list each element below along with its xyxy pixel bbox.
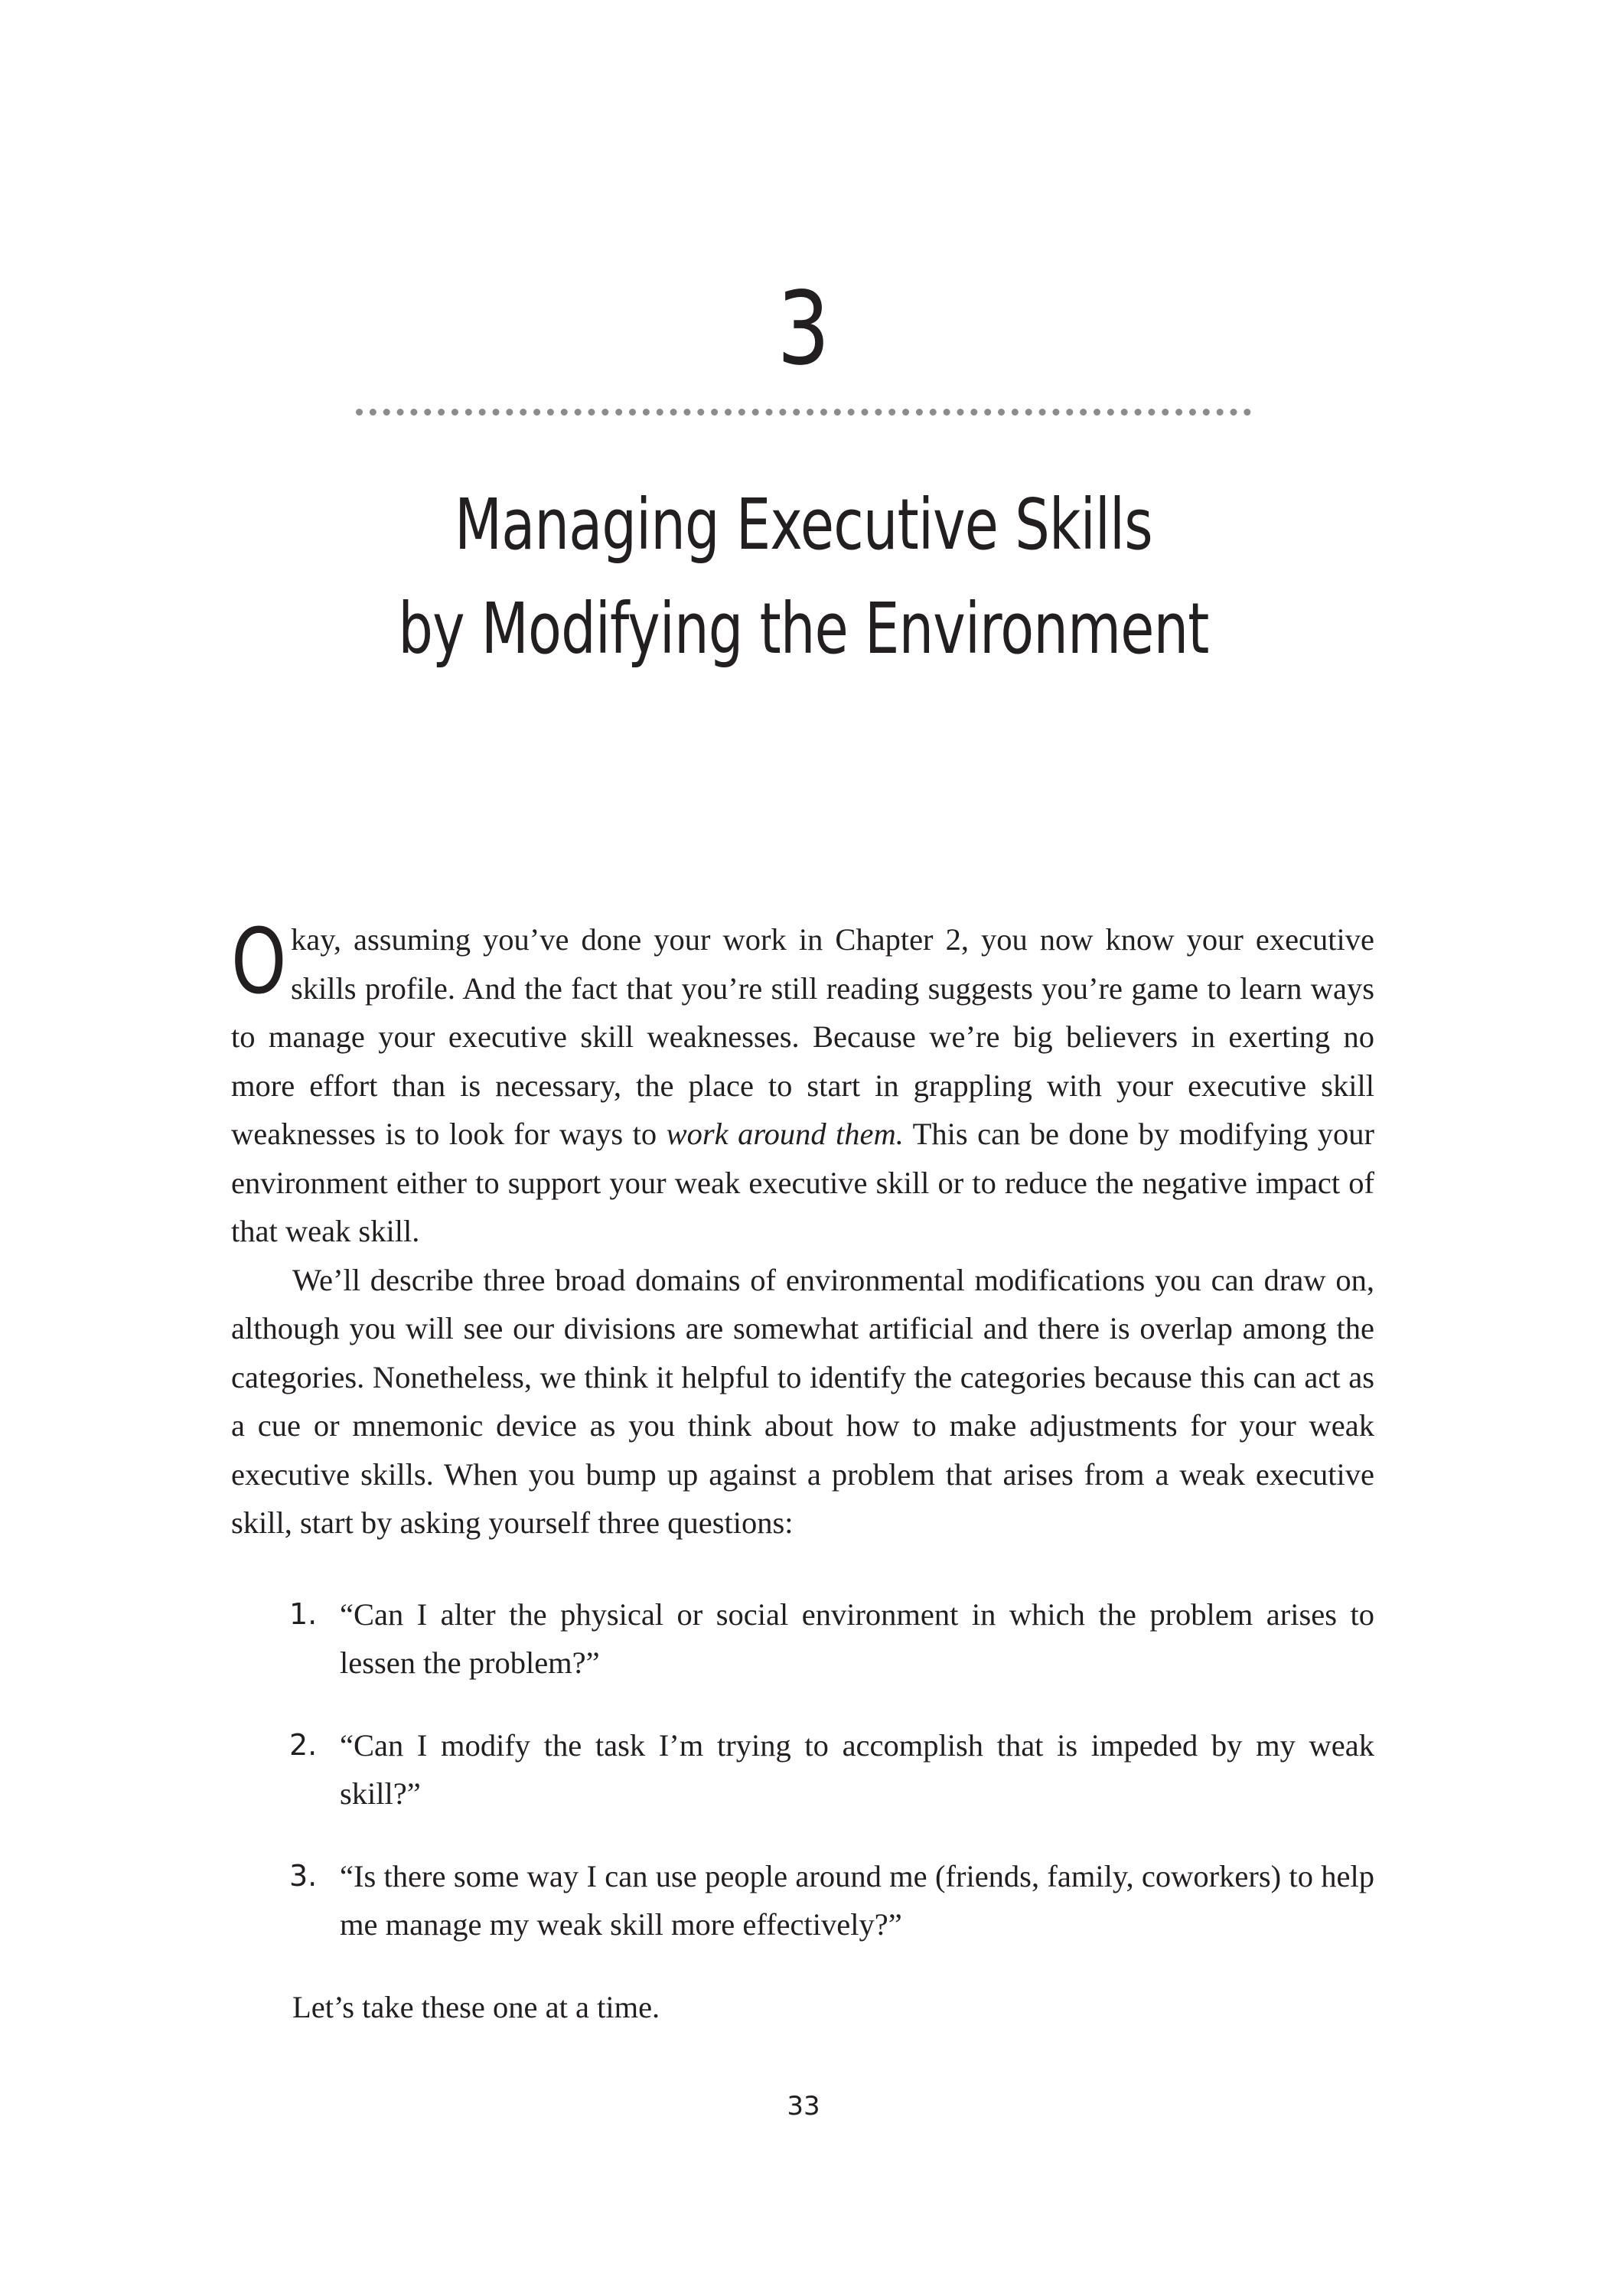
opening-paragraph <box>231 908 1375 1256</box>
opening-emphasis: work around them. <box>666 1117 904 1151</box>
chapter-number: 3 <box>777 270 830 388</box>
chapter-title-line-1: Managing Executive Skills <box>455 484 1152 566</box>
chapter-title <box>0 473 1607 681</box>
list-item-text: “Can I modify the task I’m trying to accomplish that is impeded by my weak skill?” <box>340 1727 1374 1811</box>
page-number: 33 <box>787 2091 820 2122</box>
list-item-text: “Can I alter the physical or social environment in which the problem arises to lessen the problem?” <box>340 1596 1374 1680</box>
drop-cap: O <box>231 908 287 1014</box>
body-text <box>231 908 1375 2031</box>
list-item <box>231 1852 1374 1949</box>
list-item-number: 3. <box>289 1858 318 1893</box>
closing-line: Let’s take these one at a time. <box>292 1989 660 2024</box>
list-item <box>231 1721 1374 1818</box>
chapter-title-line-2: by Modifying the Environment <box>398 588 1209 670</box>
list-item-number: 2. <box>289 1727 318 1762</box>
dotted-divider <box>356 409 1251 416</box>
second-paragraph: We’ll describe three broad domains of environmental modifications you can draw on, although you will see our divisions are somewhat artificial and there is overlap among the categories. Nonetheless, we think it helpful to identify the categories because this can act as a cue or mnemonic device as you think about how to make adjustments for your weak executive skills. When you bump up against a problem that arises from a weak executive skill, start by asking yourself three questions: <box>231 1262 1374 1540</box>
question-list <box>231 1590 1374 1949</box>
opening-text-a: kay, assuming you’ve done your work in Chapter 2, you now know your executive skills profile. And the fact that you’re still reading suggests you’re game to learn ways to manage your executive skill weaknesses. Because we’re big believers in exerting no more effort than is necessary, the place to start in grappling with your executive skill weaknesses is to look for ways to <box>231 922 1374 1151</box>
list-item-text: “Is there some way I can use people around me (friends, family, coworkers) to help me manage my weak skill more effectively?” <box>340 1858 1374 1942</box>
opening-text-b: This can be done by modifying your environment either to support your weak executive skill or to reduce the negative impact of that weak skill. <box>231 1117 1375 1248</box>
list-item-number: 1. <box>289 1596 318 1631</box>
list-item <box>231 1590 1374 1688</box>
